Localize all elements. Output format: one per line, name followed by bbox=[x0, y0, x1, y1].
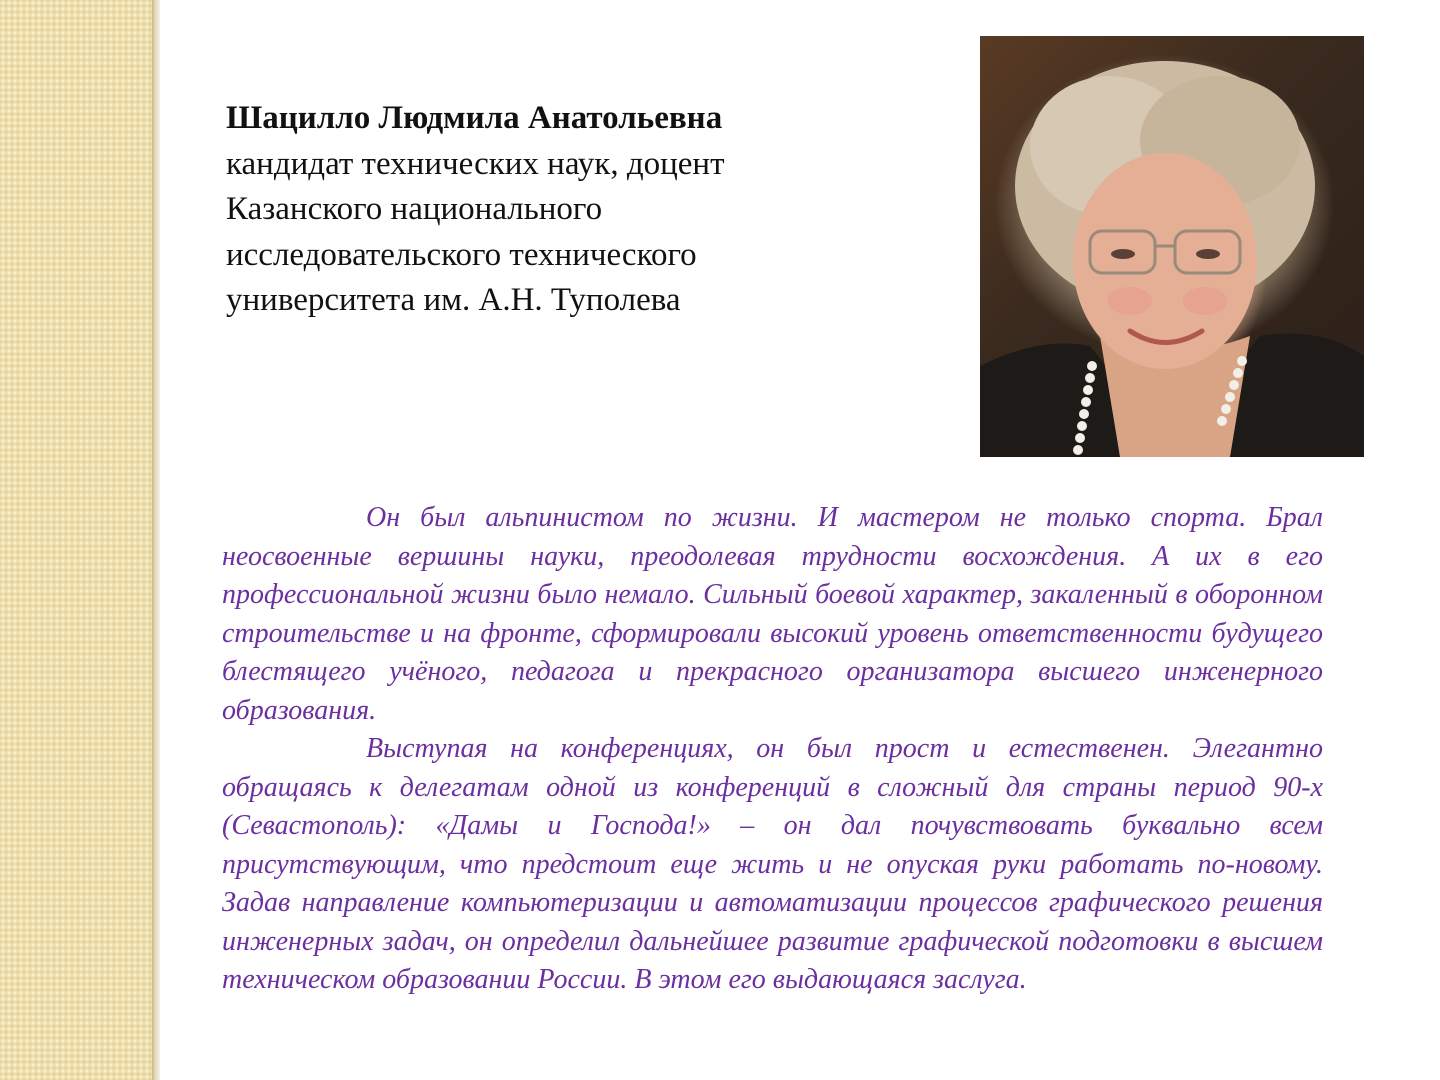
author-title-line: исследовательского технического bbox=[226, 236, 697, 273]
author-block bbox=[226, 96, 826, 324]
decorative-side-band bbox=[0, 0, 152, 1080]
author-title-line: университета им. А.Н. Туполева bbox=[226, 282, 681, 318]
bio-paragraph: Он был альпинистом по жизни. И мастером не только спорта. Брал неосвоенные вершины науки, преодолевая трудности восхождения. А их в его профессиональной жизни было немало. Сильный боевой характер, закаленный в оборонном строительстве и на фронте, сформировали высокий уровень ответственности будущего блестящего учёного, педагога и прекрасного организатора высшего инженерного образования. bbox=[222, 502, 1323, 726]
bio-paragraph: Выступая на конференциях, он был прост и естественен. Элегантно обращаясь к делегатам одной из конференций в сложный для страны период 90-х (Севастополь): «Дамы и Господа!» – он дал почувствовать буквально всем присутствующим, что предстоит еще жить и не опуская руки работать по-новому. Задав направление компьютеризации и автоматизации процессов графического решения инженерных задач, он определил дальнейшее развитие графической подготовки в высшем техническом образовании России. В этом его выдающаяся заслуга. bbox=[222, 733, 1323, 995]
author-title-line: кандидат технических наук, доцент bbox=[226, 145, 725, 182]
biography-text bbox=[222, 499, 1323, 1000]
author-portrait-photo bbox=[980, 36, 1364, 457]
side-band-edge bbox=[152, 0, 160, 1080]
author-title-line: Казанского национального bbox=[226, 191, 603, 227]
author-name: Шацилло Людмила Анатольевна bbox=[226, 100, 723, 136]
